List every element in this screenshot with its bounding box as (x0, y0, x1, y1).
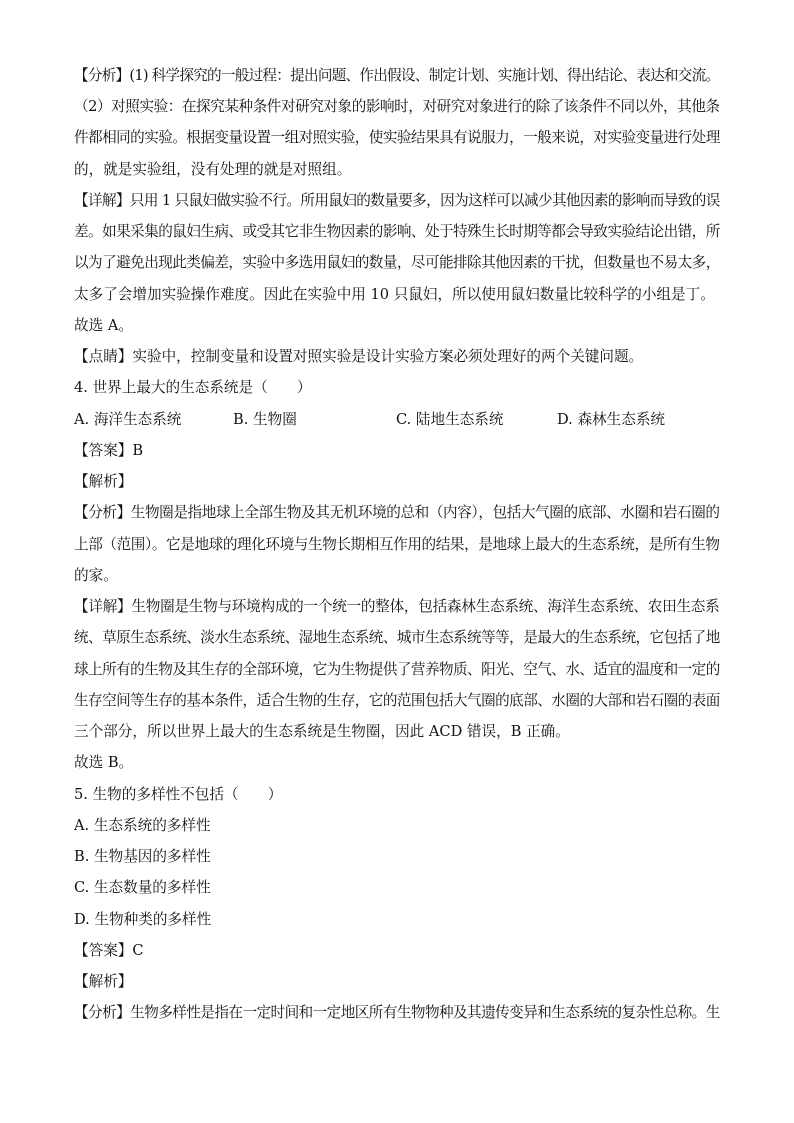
q4-option-d: D. 森林生态系统 (557, 411, 666, 428)
q5-option-b: B. 生物基因的多样性 (74, 848, 211, 865)
q4-answer: 【答案】B (74, 442, 144, 459)
q4-explain-label: 【解析】 (74, 473, 133, 490)
q4-options (74, 410, 714, 430)
q3-analysis-line-3: 件都相同的实验。根据变量设置一组对照实验，使实验结果具有说服力，一般来说，对实验变量进行处理 (74, 129, 720, 146)
q5-option-c: C. 生态数量的多样性 (74, 879, 211, 896)
q4-detail-line-4: 生存空间等生存的基本条件，适合生物的生存，它的范围包括大气圈的底部、水圈的大部和岩石圈的表面 (74, 692, 720, 709)
q4-analysis-line-3: 的家。 (74, 567, 118, 584)
q3-choice: 故选 A。 (74, 317, 133, 334)
q3-detail-line-3: 以为了避免出现此类偏差，实验中多选用鼠妇的数量，尽可能排除其他因素的干扰，但数量也不易太多， (74, 254, 720, 271)
q4-analysis-line-2: 上部（范围）。它是地球的理化环境与生物长期相互作用的结果，是地球上最大的生态系统，是所有生物 (74, 536, 720, 553)
q5-option-d: D. 生物种类的多样性 (74, 911, 212, 928)
q4-option-b: B. 生物圈 (233, 411, 297, 428)
q3-comment: 【点睛】实验中，控制变量和设置对照实验是设计实验方案必须处理好的两个关键问题。 (74, 348, 644, 365)
q4-detail-line-1: 【详解】生物圈是生物与环境构成的一个统一的整体，包括森林生态系统、海洋生态系统、农田生态系 (74, 598, 720, 615)
q4-option-c: C. 陆地生态系统 (396, 411, 504, 428)
q3-detail-line-4: 太多了会增加实验操作难度。因此在实验中用 10 只鼠妇，所以使用鼠妇数量比较科学的小组是丁。 (74, 286, 715, 303)
q4-detail-line-2: 统、草原生态系统、淡水生态系统、湿地生态系统、城市生态系统等等，是最大的生态系统，它包括了地 (74, 629, 720, 646)
q5-explain-label: 【解析】 (74, 973, 133, 990)
q5-analysis-line-1: 【分析】生物多样性是指在一定时间和一定地区所有生物物种及其遗传变异和生态系统的复杂性总称。生 (74, 1004, 720, 1021)
q3-analysis-line-1: 【分析】(1) 科学探究的一般过程：提出问题、作出假设、制定计划、实施计划、得出结论、表达和交流。 (74, 67, 720, 84)
q5-answer: 【答案】C (74, 942, 144, 959)
q3-analysis-line-4: 的，就是实验组，没有处理的就是对照组。 (74, 161, 352, 178)
q4-analysis-line-1: 【分析】生物圈是指地球上全部生物及其无机环境的总和（内容），包括大气圈的底部、水圈和岩石圈的 (74, 504, 720, 521)
q3-analysis-line-2: （2）对照实验：在探究某种条件对研究对象的影响时，对研究对象进行的除了该条件不同以外，其他条 (74, 98, 720, 115)
q5-option-a: A. 生态系统的多样性 (74, 817, 211, 834)
q3-detail-line-2: 差。如果采集的鼠妇生病、或受其它非生物因素的影响、处于特殊生长时期等都会导致实验结论出错，所 (74, 223, 720, 240)
q4-stem: 4. 世界上最大的生态系统是（ ） (74, 379, 312, 396)
q4-option-a: A. 海洋生态系统 (74, 411, 182, 428)
q3-detail-line-1: 【详解】只用 1 只鼠妇做实验不行。所用鼠妇的数量要多，因为这样可以减少其他因素的影响而导致的误 (74, 192, 720, 209)
q4-choice: 故选 B。 (74, 754, 134, 771)
q4-detail-line-3: 球上所有的生物及其生存的全部环境，它为生物提供了营养物质、阳光、空气、水、适宜的温度和一定的 (74, 661, 720, 678)
q4-detail-line-5: 三个部分，所以世界上最大的生态系统是生物圈，因此 ACD 错误，B 正确。 (74, 723, 570, 740)
q5-stem: 5. 生物的多样性不包括（ ） (74, 786, 283, 803)
